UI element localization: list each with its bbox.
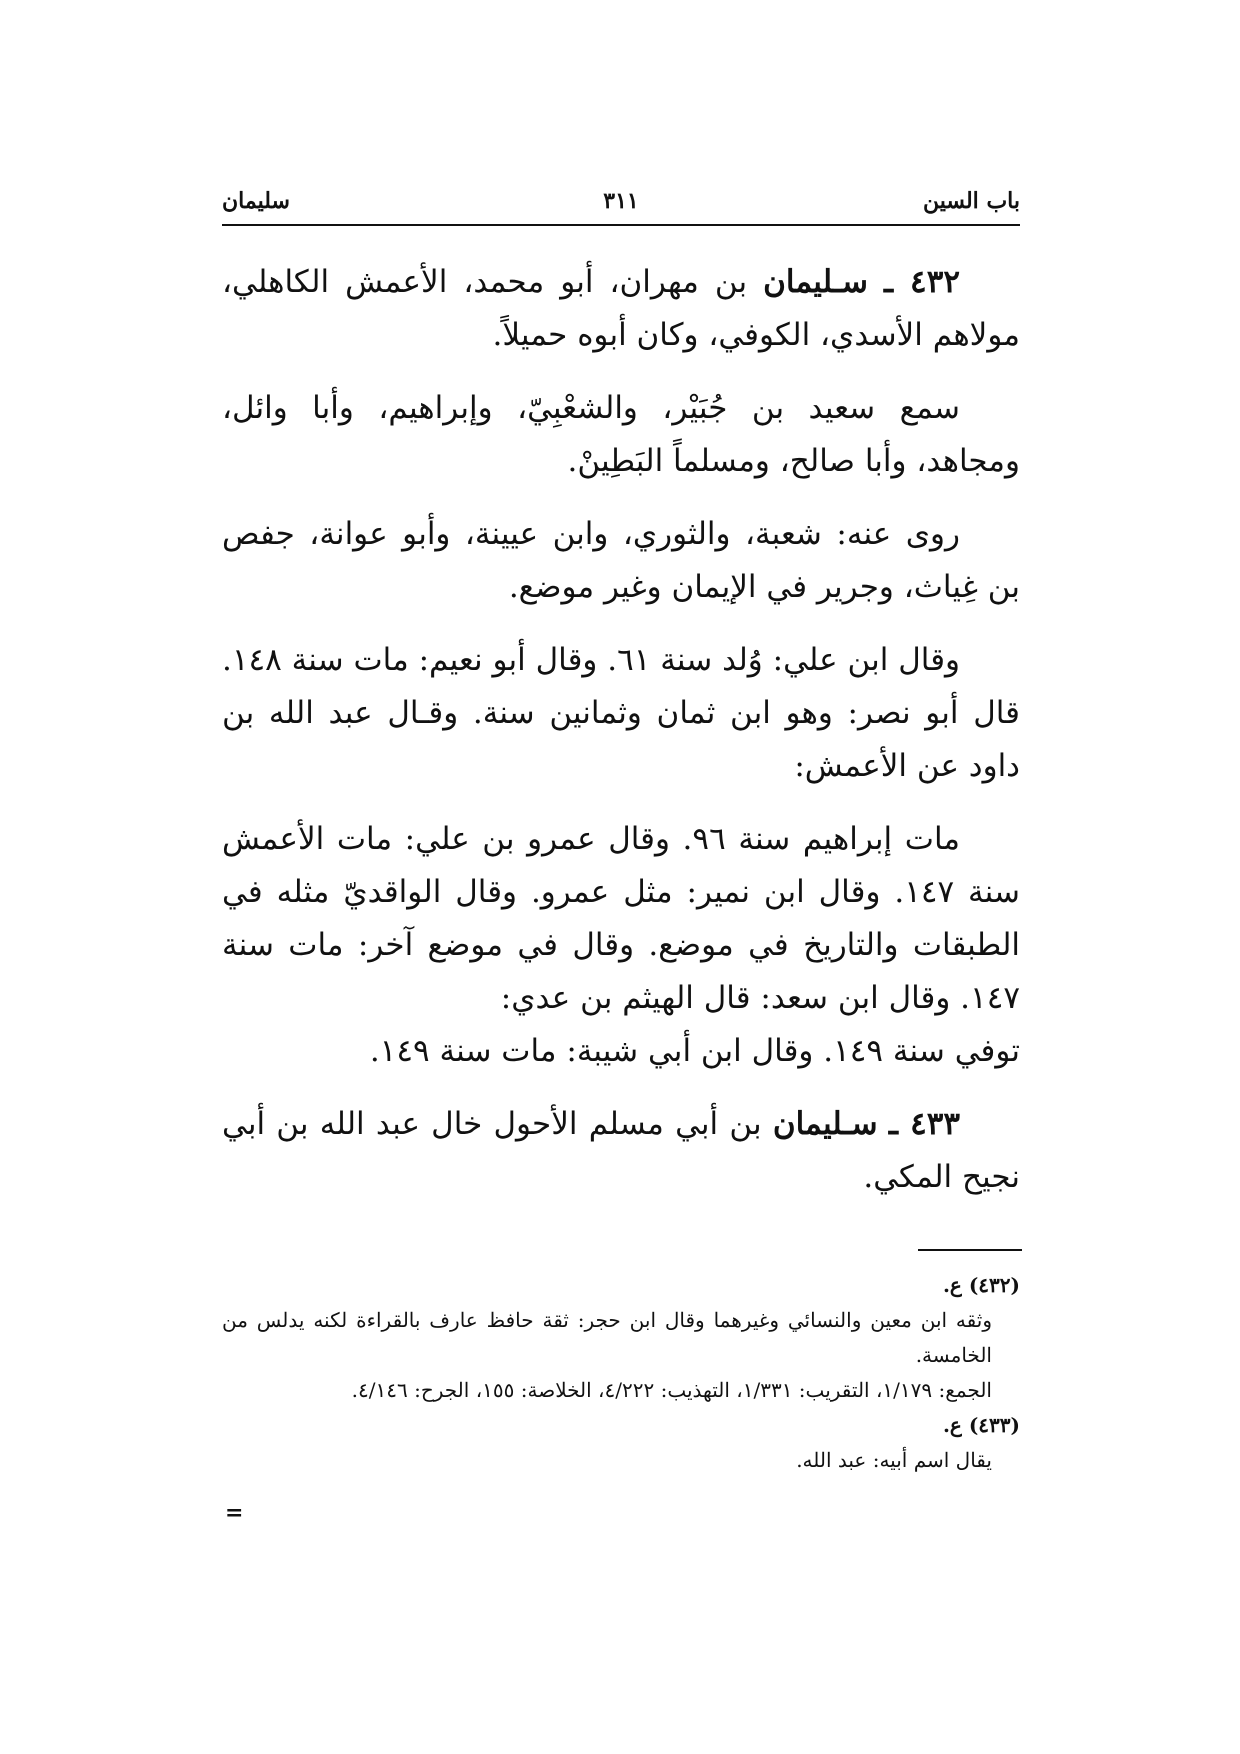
entry-name: سـليمان bbox=[763, 264, 868, 300]
continuation-mark: = bbox=[225, 1500, 244, 1526]
paragraph-death-reports: مات إبراهيم سنة ٩٦. وقال عمرو بن علي: مات الأعمش سنة ١٤٧. وقال ابن نمير: مثل عمرو. وقال الواقديّ مثله في الطبقات والتاريخ في موضع. وقال في موضع آخر: مات سنة ١٤٧. وقال ابن سعد: قال الهيثم بن عدي: bbox=[222, 821, 1021, 1016]
entry-text: بن أبي مسلم الأحول خال عبد الله بن أبي نجيح المكي. bbox=[222, 1106, 1020, 1195]
running-header bbox=[222, 188, 1020, 222]
chapter-title: باب السين bbox=[922, 188, 1020, 214]
page-number: ٣١١ bbox=[603, 188, 639, 214]
footnote-ref-433: (٤٣٣) ع. bbox=[942, 1413, 1020, 1437]
footnote-rule bbox=[918, 1249, 1022, 1251]
entry-name: سـليمان bbox=[772, 1106, 878, 1142]
footnote-text: يقال اسم أبيه: عبد الله. bbox=[796, 1448, 992, 1472]
footnotes bbox=[222, 1268, 1020, 1478]
paragraph-death-149: توفي سنة ١٤٩. وقال ابن أبي شيبة: مات سنة ١٤٩. bbox=[369, 1033, 1020, 1069]
entry-number: ٤٣٣ ـ bbox=[888, 1106, 961, 1142]
header-rule bbox=[222, 224, 1020, 226]
footnote-ref-432: (٤٣٢) ع. bbox=[942, 1273, 1020, 1297]
entry-text: بن مهران، أبو محمد، الأعمش الكاهلي، مولاهم الأسدي، الكوفي، وكان أبوه حميلاً. bbox=[222, 264, 1020, 353]
main-text bbox=[222, 256, 1020, 1224]
footnote-sources: الجمع: ١/١٧٩، التقريب: ١/٣٣١، التهذيب: ٤/٢٢٢، الخلاصة: ١٥٥، الجرح: ٤/١٤٦. bbox=[351, 1378, 992, 1402]
footnote-text: وثقه ابن معين والنسائي وغيرهما وقال ابن حجر: ثقة حافظ عارف بالقراءة لكنه يدلس من الخامسة. bbox=[222, 1308, 993, 1367]
paragraph-teachers: سمع سعيد بن جُبَيْر، والشعْبِيّ، وإبراهيم، وأبا وائل، ومجاهد، وأبا صالح، ومسلماً البَطِينْ. bbox=[222, 390, 1020, 479]
entry-title: سليمان bbox=[222, 188, 290, 214]
entry-432 bbox=[222, 256, 1020, 362]
entry-number: ٤٣٢ ـ bbox=[884, 264, 960, 300]
paragraph-birth-death: وقال ابن علي: وُلد سنة ٦١. وقال أبو نعيم: مات سنة ١٤٨. قال أبو نصر: وهو ابن ثمان وثمانين سنة. وقـال عبد الله بن داود عن الأعمش: bbox=[222, 642, 1020, 784]
entry-433 bbox=[222, 1098, 1020, 1204]
paragraph-students: روى عنه: شعبة، والثوري، وابن عيينة، وأبو عوانة، جفص بن غِياث، وجرير في الإيمان وغير موضع. bbox=[222, 516, 1020, 605]
